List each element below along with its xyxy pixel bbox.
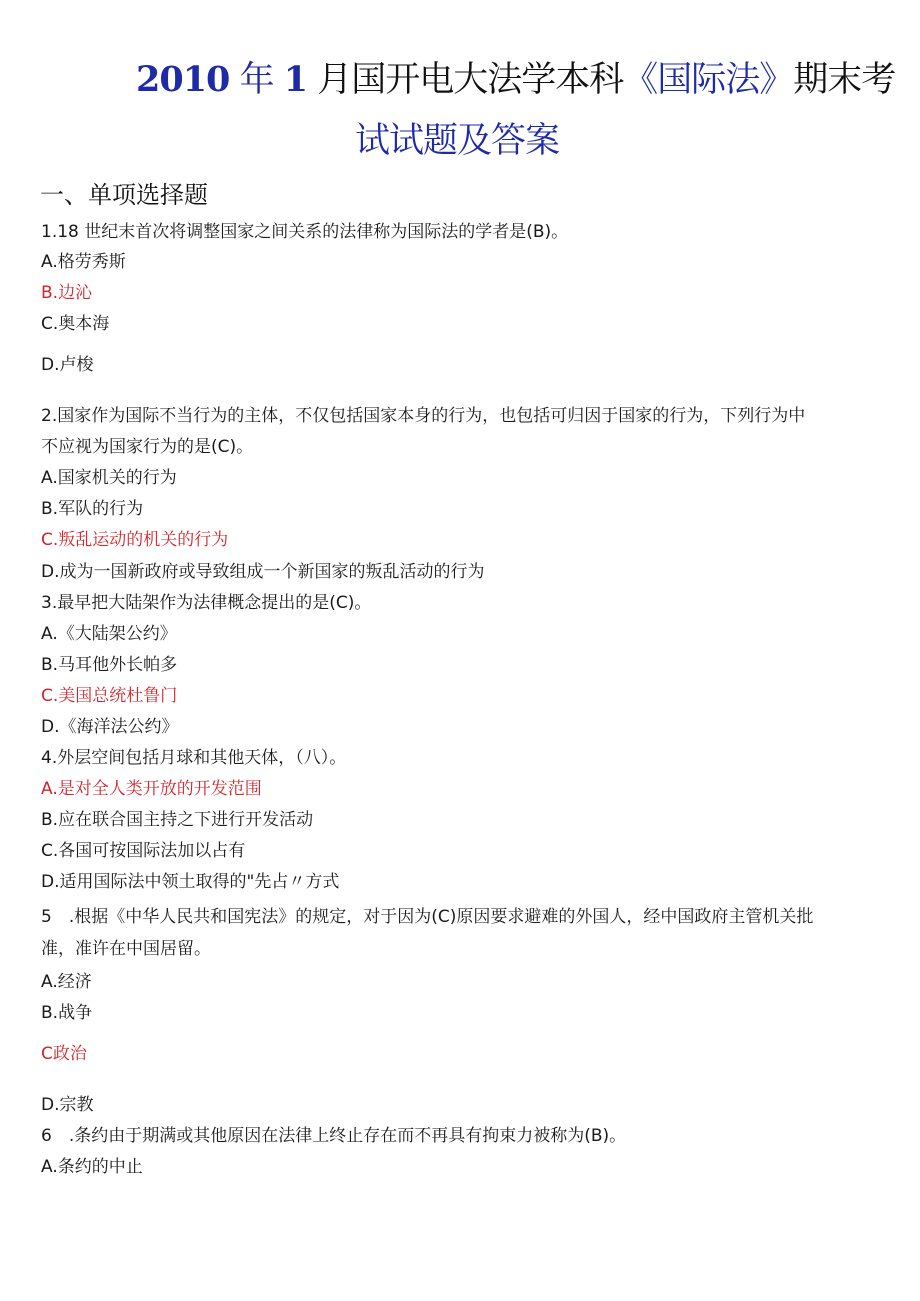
document-title-line-1: [136, 52, 895, 102]
question-line: C.奥本海: [41, 314, 110, 334]
section-heading: 一、单项选择题: [40, 181, 208, 209]
answer-option: C.美国总统杜鲁门: [41, 686, 178, 706]
question-line: 不应视为国家行为的是(C)。: [41, 437, 254, 457]
question-line: C.各国可按国际法加以占有: [41, 841, 246, 861]
question-line: 4.外层空间包括月球和其他天体，（八）。: [41, 748, 347, 768]
question-line: A.《大陆架公约》: [41, 624, 177, 644]
question-line: A.经济: [41, 972, 92, 992]
answer-option: B.边沁: [41, 283, 93, 303]
answer-option: A.是对全人类开放的开发范围: [41, 779, 262, 799]
question-line: 5 .根据《中华人民共和国宪法》的规定，对于因为(C)原因要求避难的外国人，经中国政府主管机关批: [41, 907, 814, 927]
question-line: B.应在联合国主持之下进行开发活动: [41, 810, 314, 830]
question-line: 3.最早把大陆架作为法律概念提出的是(C)。: [41, 593, 372, 613]
question-line: 2.国家作为国际不当行为的主体，不仅包括国家本身的行为，也包括可归因于国家的行为，下列行为中: [41, 406, 806, 426]
question-line: 6 .条约由于期满或其他原因在法律上终止存在而不再具有拘束力被称为(B)。: [41, 1126, 627, 1146]
question-line: A.条约的中止: [41, 1157, 143, 1177]
question-line: D.卢梭: [41, 355, 94, 375]
title-exam: 期末考: [793, 60, 896, 100]
title-institution: 月国开电大法学本科: [317, 60, 624, 100]
question-line: 准，准许在中国居留。: [41, 939, 211, 959]
question-line: B.马耳他外长帕多: [41, 655, 178, 675]
answer-option: C政治: [41, 1044, 87, 1064]
question-line: D.适用国际法中领土取得的"先占〃方式: [41, 872, 340, 892]
document-title-line-2: [355, 113, 559, 163]
title-year-suffix: 年: [239, 60, 274, 100]
question-line: B.军队的行为: [41, 499, 144, 519]
question-line: 1.18 世纪末首次将调整国家之间关系的法律称为国际法的学者是(B)。: [41, 222, 569, 242]
question-line: D.《海洋法公约》: [41, 717, 179, 737]
question-line: D.成为一国新政府或导致组成一个新国家的叛乱活动的行为: [41, 562, 485, 582]
title-year: 2010: [136, 59, 230, 100]
question-line: D.宗教: [41, 1095, 94, 1115]
question-line: B.战争: [41, 1003, 93, 1023]
question-line: A.格劳秀斯: [41, 252, 126, 272]
question-line: A.国家机关的行为: [41, 468, 177, 488]
title-subtitle: 试试题及答案: [355, 121, 560, 161]
title-course: 《国际法》: [623, 60, 794, 100]
title-month: 1: [283, 59, 308, 100]
answer-option: C.叛乱运动的机关的行为: [41, 530, 229, 550]
